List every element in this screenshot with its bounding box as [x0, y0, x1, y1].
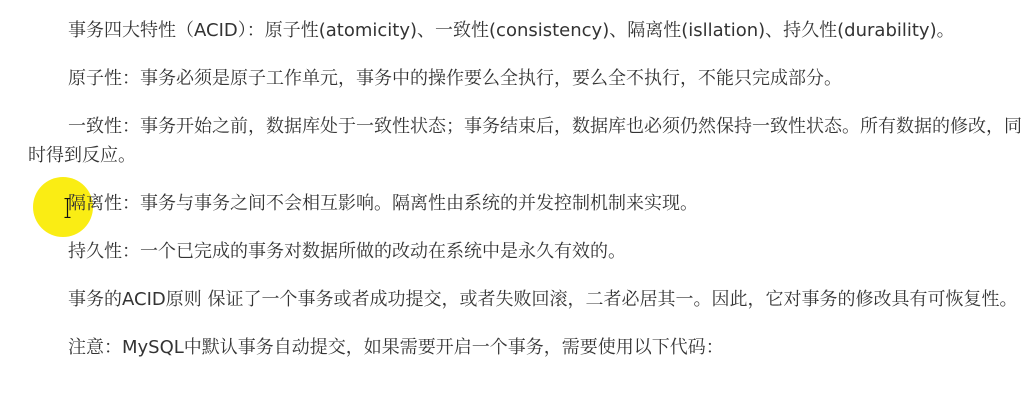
paragraph-isolation: 隔离性：事务与事务之间不会相互影响。隔离性由系统的并发控制机制来实现。 — [68, 193, 698, 214]
text-cursor-icon — [64, 198, 71, 218]
paragraph-atomicity: 原子性：事务必须是原子工作单元，事务中的操作要么全执行，要么全不执行，不能只完成部分。 — [68, 68, 842, 89]
paragraph-durability: 持久性：一个已完成的事务对数据所做的改动在系统中是永久有效的。 — [68, 241, 626, 262]
paragraph-mysql-note: 注意：MySQL中默认事务自动提交，如果需要开启一个事务，需要使用以下代码： — [68, 337, 724, 358]
paragraph-acid-overview: 事务四大特性（ACID）：原子性(atomicity)、一致性(consistency)、隔离性(isllation)、持久性(durability)。 — [68, 20, 955, 41]
paragraph-consistency: 一致性：事务开始之前，数据库处于一致性状态；事务结束后，数据库也必须仍然保持一致性状态。所有数据的修改，同时得到反应。 — [28, 116, 1022, 166]
article-body — [28, 16, 1023, 362]
paragraph-acid-principle: 事务的ACID原则 保证了一个事务或者成功提交，或者失败回滚，二者必居其一。因此，它对事务的修改具有可恢复性。 — [68, 289, 1018, 310]
